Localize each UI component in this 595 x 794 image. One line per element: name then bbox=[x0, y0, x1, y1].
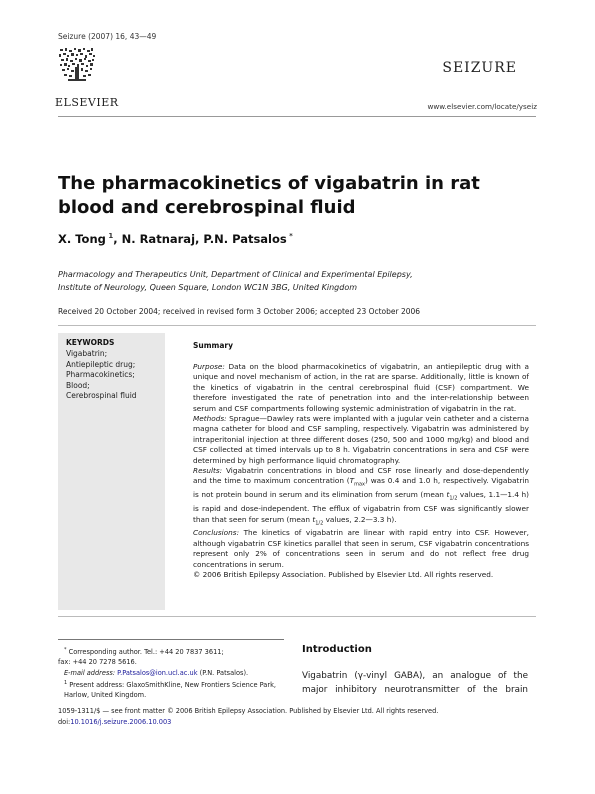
results-text: values, 2.2—3.3 h). bbox=[323, 514, 397, 524]
summary-results bbox=[193, 466, 529, 528]
thalf-symbol: t bbox=[446, 490, 450, 500]
journal-citation: Seizure (2007) 16, 43—49 bbox=[58, 32, 157, 41]
tmax-subscript: max bbox=[354, 481, 366, 488]
header-divider bbox=[58, 116, 536, 117]
publisher-name: ELSEVIER bbox=[55, 96, 119, 109]
author-name: N. Ratnaraj bbox=[121, 232, 196, 246]
elsevier-tree-icon bbox=[58, 47, 96, 82]
author-separator: , bbox=[113, 232, 122, 246]
results-text: ) was 0.4 and 1.0 h, respectively. Vigabatrin is not protein bound in serum and its elimination from serum (mean bbox=[193, 476, 529, 500]
author-footnote-mark[interactable]: 1 bbox=[105, 232, 114, 240]
thalf-subscript: 1/2 bbox=[449, 495, 458, 502]
footnotes bbox=[58, 645, 288, 700]
thalf-subscript: 1/2 bbox=[315, 520, 324, 527]
conclusions-label: Conclusions: bbox=[193, 528, 240, 538]
abstract-bottom-divider bbox=[58, 616, 536, 617]
introduction-text: Vigabatrin (γ-vinyl GABA), an analogue of the major inhibitory neurotransmitter of the brain bbox=[302, 671, 528, 695]
methods-label: Methods: bbox=[193, 414, 227, 424]
affiliation bbox=[58, 269, 538, 294]
affiliation-line: Pharmacology and Therapeutics Unit, Department of Clinical and Experimental Epilepsy, bbox=[58, 270, 413, 279]
present-address-note bbox=[58, 678, 288, 701]
email-note bbox=[58, 668, 288, 678]
author-list bbox=[58, 232, 293, 246]
summary-methods bbox=[193, 414, 529, 466]
issn-doi-block bbox=[58, 706, 438, 727]
fax-note: fax: +44 20 7278 5616. bbox=[58, 658, 137, 667]
corresponding-author-note bbox=[58, 645, 288, 657]
purpose-text: Data on the blood pharmacokinetics of vigabatrin, an antiepileptic drug with a unique and novel mechanism of action, in the rat are sparse. Additionally, little is known of the kinetics of vigabatrin in the central cerebrospinal fluid (CSF) compartment. We therefore investigated the rate of penetration into and the inter-relationship between serum and CSF compartments following systemic administration of vigabatrin in the rat. bbox=[193, 362, 530, 413]
summary-purpose bbox=[193, 362, 529, 414]
purpose-label: Purpose: bbox=[193, 362, 225, 371]
abstract-summary bbox=[193, 362, 529, 580]
author-name: P.N. Patsalos bbox=[203, 232, 287, 246]
keyword-item: Cerebrospinal fluid bbox=[66, 391, 137, 400]
doi-line bbox=[58, 717, 438, 728]
footnote-mark: 1 bbox=[64, 679, 68, 686]
keyword-item: Vigabatrin; bbox=[66, 349, 108, 358]
keyword-item: Antiepileptic drug; bbox=[66, 359, 136, 369]
summary-copyright: © 2006 British Epilepsy Association. Published by Elsevier Ltd. All rights reserved. bbox=[193, 570, 494, 580]
abstract-top-divider bbox=[58, 325, 536, 326]
email-suffix: (P.N. Patsalos). bbox=[199, 668, 249, 677]
keywords-heading: KEYWORDS bbox=[66, 338, 115, 347]
footnote-text: Present address: GlaxoSmithKline, New Frontiers Science Park, Harlow, United Kingdom. bbox=[64, 680, 276, 700]
elsevier-tree-logo bbox=[58, 47, 96, 82]
doi-link[interactable]: 10.1016/j.seizure.2006.10.003 bbox=[70, 717, 172, 726]
results-text: Vigabatrin concentrations in blood and CSF rose linearly and dose-dependently and the time to maximum concentration ( bbox=[193, 466, 529, 486]
summary-conclusions bbox=[193, 528, 529, 570]
thalf-symbol: t bbox=[312, 514, 316, 524]
results-label: Results: bbox=[193, 466, 223, 476]
author-separator: , bbox=[195, 232, 204, 246]
issn-line: 1059-1311/$ — see front matter © 2006 British Epilepsy Association. Published by Elsevier Ltd. All rights reserved. bbox=[58, 707, 439, 715]
keyword-item: Pharmacokinetics; bbox=[66, 370, 135, 379]
email-label: E-mail address: bbox=[64, 668, 116, 677]
journal-name: SEIZURE bbox=[442, 60, 517, 76]
article-title: The pharmacokinetics of vigabatrin in rat blood and cerebrospinal fluid bbox=[58, 173, 480, 218]
footnote-mark: * bbox=[64, 647, 67, 653]
tmax-symbol: T bbox=[349, 476, 355, 486]
methods-text: Sprague—Dawley rats were implanted with a jugular vein catheter and a cisterna magna catheter for blood and CSF sampling, respectively. Vigabatrin was administered by intraperitonial injection at three different doses (250, 500 and 1000 mg/kg) and blood and CSF collected at timed intervals up to 8 h. Vigabatrin concentrations in sera and CSF were determined by high performance liquid chromatography. bbox=[193, 414, 529, 465]
email-link[interactable]: P.Patsalos@ion.ucl.ac.uk bbox=[117, 668, 198, 677]
author-footnote-mark[interactable]: * bbox=[286, 232, 293, 240]
footnote-divider bbox=[58, 639, 284, 640]
doi-label: doi: bbox=[58, 717, 71, 726]
conclusions-text: The kinetics of vigabatrin are linear with rapid entry into CSF. However, although vigabatrin CSF kinetics parallel that seen in serum, CSF vigabatrin concentrations represent only 2% of concentrations seen in serum and do not reflect free drug concentrations in serum. bbox=[193, 528, 529, 569]
author-name: X. Tong bbox=[58, 232, 106, 246]
affiliation-line: Institute of Neurology, Queen Square, London WC1N 3BG, United Kingdom bbox=[58, 282, 358, 292]
footnote-text: Corresponding author. Tel.: +44 20 7837 3611; bbox=[68, 648, 224, 657]
keywords-list bbox=[66, 349, 137, 402]
received-dates: Received 20 October 2004; received in revised form 3 October 2006; accepted 23 October 2006 bbox=[58, 307, 421, 316]
journal-url-link[interactable]: www.elsevier.com/locate/yseiz bbox=[427, 102, 537, 111]
results-text: values, 1.1—1.4 h) is rapid and dose-independent. The efflux of vigabatrin from CSF was significantly slower than that seen for serum (mean bbox=[193, 490, 529, 524]
keyword-item: Blood; bbox=[66, 380, 90, 390]
summary-heading: Summary bbox=[193, 341, 234, 350]
introduction-heading: Introduction bbox=[302, 644, 372, 655]
